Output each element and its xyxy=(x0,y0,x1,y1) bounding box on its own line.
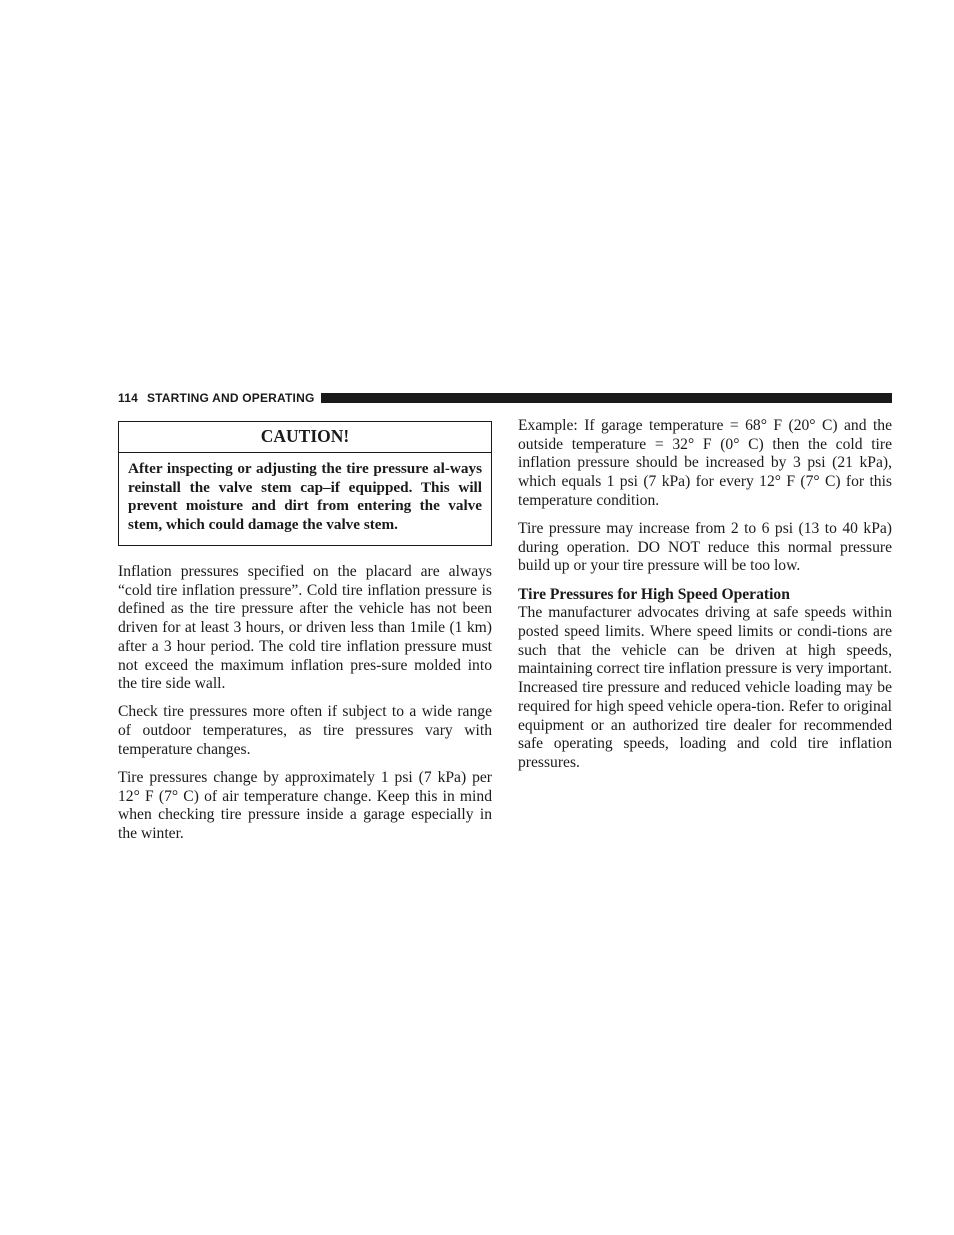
caution-title: CAUTION! xyxy=(119,422,491,453)
page-number: 114 xyxy=(118,391,138,405)
paragraph-cold-inflation: Inflation pressures specified on the placard are always “cold tire inflation pressure”. Cold tire inflation pressure is defined as the tire pressure after the vehicle has not been driven for at least 3 hours, or driven less than 1mile (1 km) after a 3 hour period. The cold tire inflation pressure must not exceed the maximum inflation pres-sure molded into the tire side wall. xyxy=(118,563,492,693)
paragraph-temperature-change: Tire pressures change by approximately 1 psi (7 kPa) per 12° F (7° C) of air temperature change. Keep this in mind when checking tire pressure inside a garage especially in the winter. xyxy=(118,769,492,843)
subheading-high-speed: Tire Pressures for High Speed Operation xyxy=(518,585,790,603)
caution-body: After inspecting or adjusting the tire pressure al-ways reinstall the valve stem cap–if equipped. This will prevent moisture and dirt from entering the valve stem, which could damage the valve stem. xyxy=(128,460,482,534)
paragraph-high-speed: The manufacturer advocates driving at safe speeds within posted speed limits. Where speed limits or condi-tions are such that the vehicle can be driven at high speeds, maintaining correct tire inflation pressure is very important. Increased tire pressure and reduced vehicle loading may be required for high speed vehicle opera-tion. Refer to original equipment or an authorized tire dealer for recommended safe operating speeds, loading and cold tire inflation pressures. xyxy=(518,604,892,771)
paragraph-check-often: Check tire pressures more often if subject to a wide range of outdoor temperatures, as tire pressures vary with temperature changes. xyxy=(118,703,492,758)
header-rule xyxy=(321,393,892,403)
section-title: STARTING AND OPERATING xyxy=(146,391,315,405)
paragraph-pressure-increase: Tire pressure may increase from 2 to 6 psi (13 to 40 kPa) during operation. DO NOT reduce this normal pressure build up or your tire pressure will be too low. xyxy=(518,520,892,575)
caution-box xyxy=(118,421,492,546)
right-column xyxy=(518,417,892,782)
left-column xyxy=(118,421,492,853)
page-header xyxy=(118,390,892,406)
paragraph-example: Example: If garage temperature = 68° F (20° C) and the outside temperature = 32° F (0° C) then the cold tire inflation pressure should be increased by 3 psi (21 kPa), which equals 1 psi (7 kPa) for every 12° F (7° C) for this temperature condition. xyxy=(518,417,892,509)
